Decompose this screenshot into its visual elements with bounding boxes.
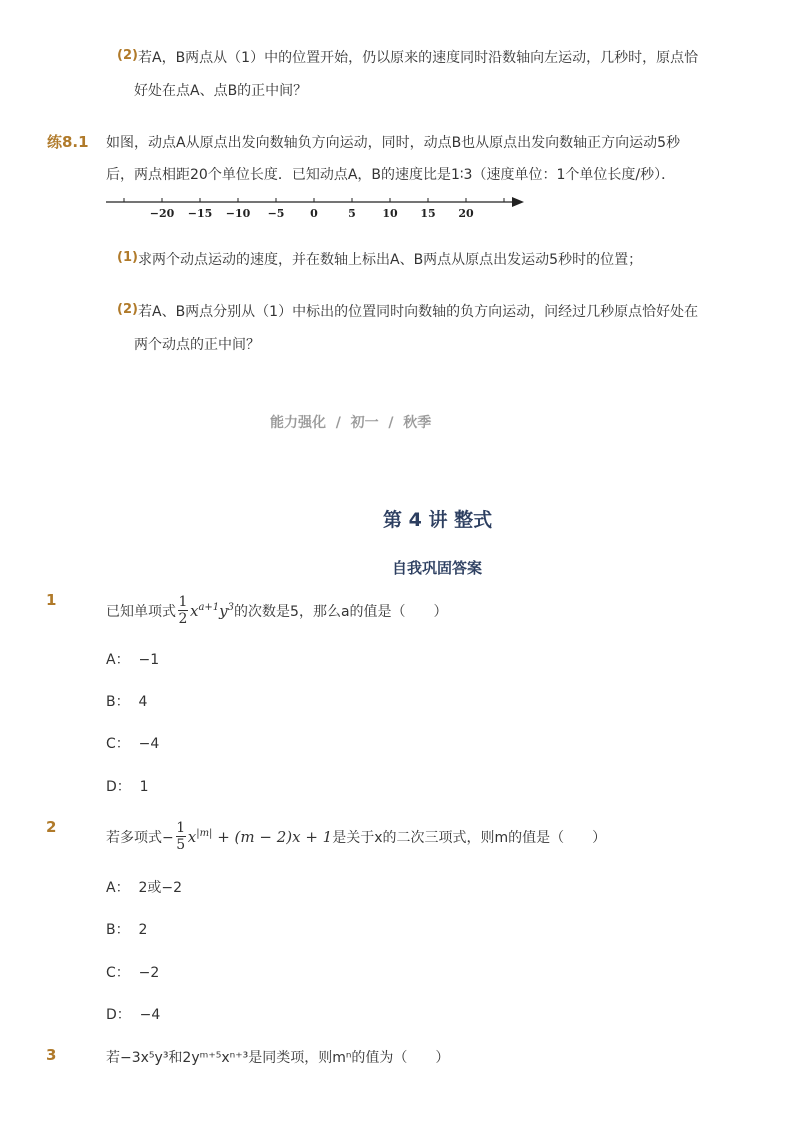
number-line-tick-label: 20 [458,207,474,220]
option-c: C： −4 [106,736,160,752]
math-expression: $x^{a+1}y^3$ [190,601,235,620]
question-text-line: 若A，B两点从（1）中的位置开始，仍以原来的速度同时沿数轴向左运动，几秒时，原点恰 [138,50,699,66]
sub-question-text: 两个动点的正中间？ [134,337,260,353]
sub-question-number: (2) [117,302,138,317]
number-line-tick-label: 5 [348,207,356,220]
number-line-tick-label: 0 [310,207,318,220]
math-expression: $x^{|m|} + (m - 2)x + 1$ [187,827,333,846]
question-number: 3 [46,1046,57,1064]
question-stem [106,594,448,627]
question-text: 若−3x⁵y³和2yᵐ⁺⁵xⁿ⁺³是同类项，则mⁿ的值为（ ） [106,1050,450,1066]
number-line-tick-label: −20 [149,207,175,220]
number-line-figure [100,190,530,226]
question-text: 是关于x的二次三项式，则m的值是（ ） [332,829,607,846]
fraction-denominator: 5 [176,837,186,853]
fraction [176,820,186,853]
question-text: 若多项式− [106,829,174,846]
fraction-numerator: 1 [176,820,186,836]
practice-text-line: 如图，动点A从原点出发向数轴负方向运动，同时，动点B也从原点出发向数轴正方向运动5秒 [106,135,681,151]
number-line-tick-label: −15 [187,207,213,220]
number-line-tick-label: 15 [420,207,436,220]
question-part-number: (2) [117,48,138,63]
option-c: C： −2 [106,965,160,981]
question-text: 的次数是5，那么a的值是（ ） [234,603,448,620]
option-a: A： 2或−2 [106,880,183,896]
option-a: A： −1 [106,652,160,668]
fraction [178,594,188,627]
fraction-denominator: 2 [178,611,188,627]
section-subtitle: 自我巩固答案 [392,559,483,577]
practice-label: 练8.1 [47,133,89,151]
sub-question-number: (1) [117,250,138,265]
option-d: D： −4 [106,1007,161,1023]
question-text: 已知单项式 [106,603,176,620]
practice-text-line: 后，两点相距20个单位长度．已知动点A，B的速度比是1∶3（速度单位：1个单位长度/秒）． [106,167,676,183]
option-b: B： 2 [106,922,148,938]
number-line-tick-label: −5 [267,207,285,220]
number-line-tick-label: −10 [225,207,251,220]
page-footer: 能力强化 / 初一 / 秋季 [270,415,432,431]
question-number: 2 [46,818,57,836]
option-d: D： 1 [106,779,149,795]
question-text-line: 好处在点A、点B的正中间？ [134,83,308,99]
number-line-tick-label: 10 [382,207,398,220]
question-number: 1 [46,591,57,609]
option-b: B： 4 [106,694,148,710]
number-line-arrow [512,197,524,207]
question-stem [106,820,606,853]
lecture-title: 第 4 讲 整式 [383,509,493,531]
sub-question-text: 若A、B两点分别从（1）中标出的位置同时向数轴的负方向运动，问经过几秒原点恰好处在 [138,304,699,320]
sub-question-text: 求两个动点运动的速度，并在数轴上标出A、B两点从原点出发运动5秒时的位置； [138,252,643,268]
fraction-numerator: 1 [178,594,188,610]
